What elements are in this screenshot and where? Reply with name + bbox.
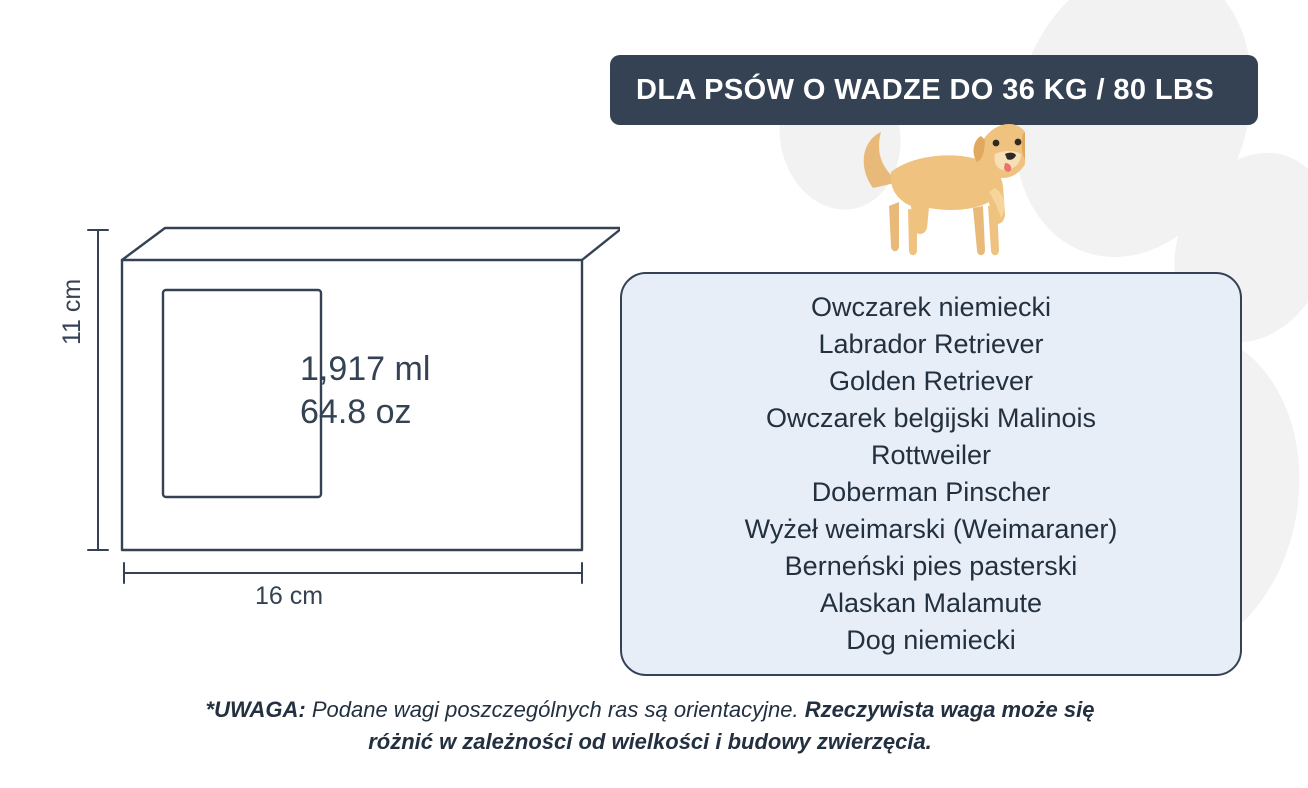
list-item: Rottweiler bbox=[870, 440, 992, 470]
footnote-prefix: *UWAGA: bbox=[205, 697, 306, 722]
list-item: Dog niemiecki bbox=[846, 625, 1016, 655]
list-item: Owczarek niemiecki bbox=[810, 292, 1052, 322]
page-title: DLA PSÓW O WADZE DO 36 KG / 80 LBS bbox=[636, 73, 1215, 106]
volume-oz: 64.8 oz bbox=[300, 393, 412, 431]
list-item: Alaskan Malamute bbox=[819, 588, 1043, 618]
footnote-text: Podane wagi poszczególnych ras są orientacyjne. bbox=[305, 697, 805, 722]
volume-ml: 1,917 ml bbox=[300, 350, 431, 388]
list-item: Berneński pies pasterski bbox=[784, 551, 1078, 581]
footnote bbox=[200, 694, 1100, 758]
list-item: Golden Retriever bbox=[828, 366, 1034, 396]
list-item: Wyżeł weimarski (Weimaraner) bbox=[744, 514, 1118, 544]
list-item: Owczarek belgijski Malinois bbox=[765, 403, 1097, 433]
volume-label bbox=[300, 348, 600, 434]
breeds-panel bbox=[620, 272, 1242, 676]
list-item: Labrador Retriever bbox=[818, 329, 1044, 359]
height-dimension-label: 11 cm bbox=[58, 278, 86, 345]
dog-illustration-icon bbox=[855, 110, 1025, 275]
list-item: Doberman Pinscher bbox=[811, 477, 1051, 507]
dog-icon bbox=[855, 110, 1025, 275]
footnote-emphasis: Rzeczywista waga może się różnić w zależności od wielkości i budowy zwierzęcia. bbox=[368, 697, 1095, 754]
width-dimension-label: 16 cm bbox=[255, 582, 324, 610]
